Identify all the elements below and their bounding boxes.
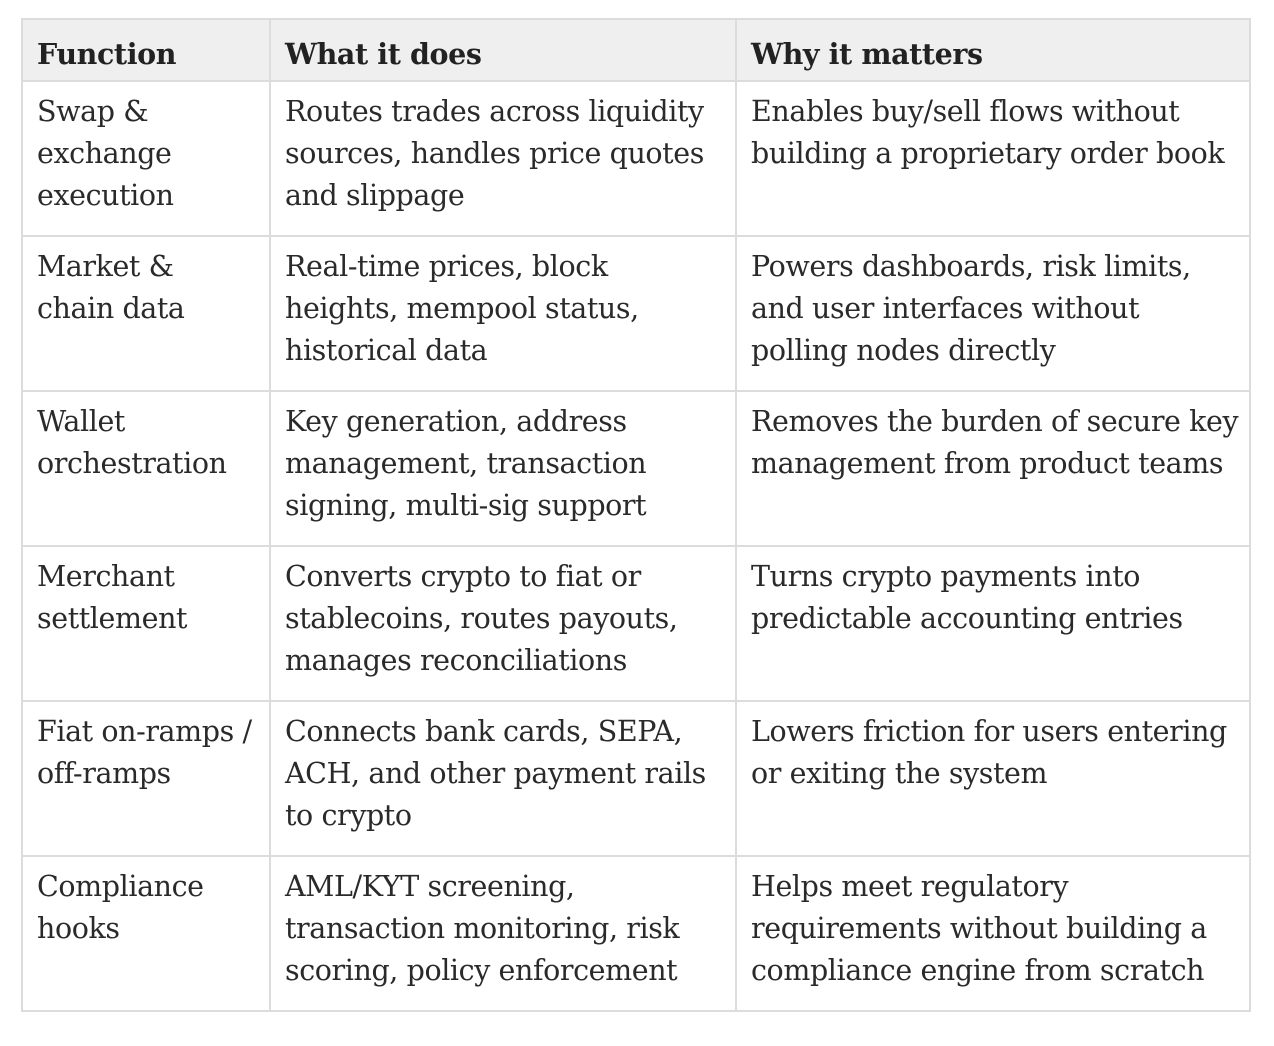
cell-why-it-matters: Powers dashboards, risk limits, and user interfaces without polling nodes directly xyxy=(736,236,1250,391)
cell-what-it-does: Connects bank cards, SEPA, ACH, and other payment rails to crypto xyxy=(270,701,736,856)
cell-why-it-matters: Helps meet regulatory requirements without building a compliance engine from scratch xyxy=(736,856,1250,1011)
table-row xyxy=(22,236,1250,391)
table-body xyxy=(22,81,1250,1011)
table-row xyxy=(22,856,1250,1011)
cell-why-it-matters: Turns crypto payments into predictable accounting entries xyxy=(736,546,1250,701)
cell-what-it-does: Real-time prices, block heights, mempool status, historical data xyxy=(270,236,736,391)
table-row xyxy=(22,546,1250,701)
cell-what-it-does: Key generation, address management, transaction signing, multi-sig support xyxy=(270,391,736,546)
cell-function: Market & chain data xyxy=(22,236,270,391)
cell-why-it-matters: Lowers friction for users entering or exiting the system xyxy=(736,701,1250,856)
functions-table xyxy=(21,18,1251,1012)
cell-why-it-matters: Removes the burden of secure key management from product teams xyxy=(736,391,1250,546)
cell-function: Compliance hooks xyxy=(22,856,270,1011)
cell-what-it-does: AML/KYT screening, transaction monitoring, risk scoring, policy enforcement xyxy=(270,856,736,1011)
cell-function: Merchant settlement xyxy=(22,546,270,701)
header-why-it-matters: Why it matters xyxy=(736,19,1250,81)
header-row xyxy=(22,19,1250,81)
cell-what-it-does: Converts crypto to fiat or stablecoins, routes payouts, manages reconciliations xyxy=(270,546,736,701)
table-row xyxy=(22,701,1250,856)
cell-what-it-does: Routes trades across liquidity sources, handles price quotes and slippage xyxy=(270,81,736,236)
cell-why-it-matters: Enables buy/sell flows without building a proprietary order book xyxy=(736,81,1250,236)
table-row xyxy=(22,391,1250,546)
cell-function: Swap & exchange execution xyxy=(22,81,270,236)
cell-function: Fiat on-ramps / off-ramps xyxy=(22,701,270,856)
header-what-it-does: What it does xyxy=(270,19,736,81)
table-row xyxy=(22,81,1250,236)
header-function: Function xyxy=(22,19,270,81)
table-header xyxy=(22,19,1250,81)
cell-function: Wallet orchestration xyxy=(22,391,270,546)
